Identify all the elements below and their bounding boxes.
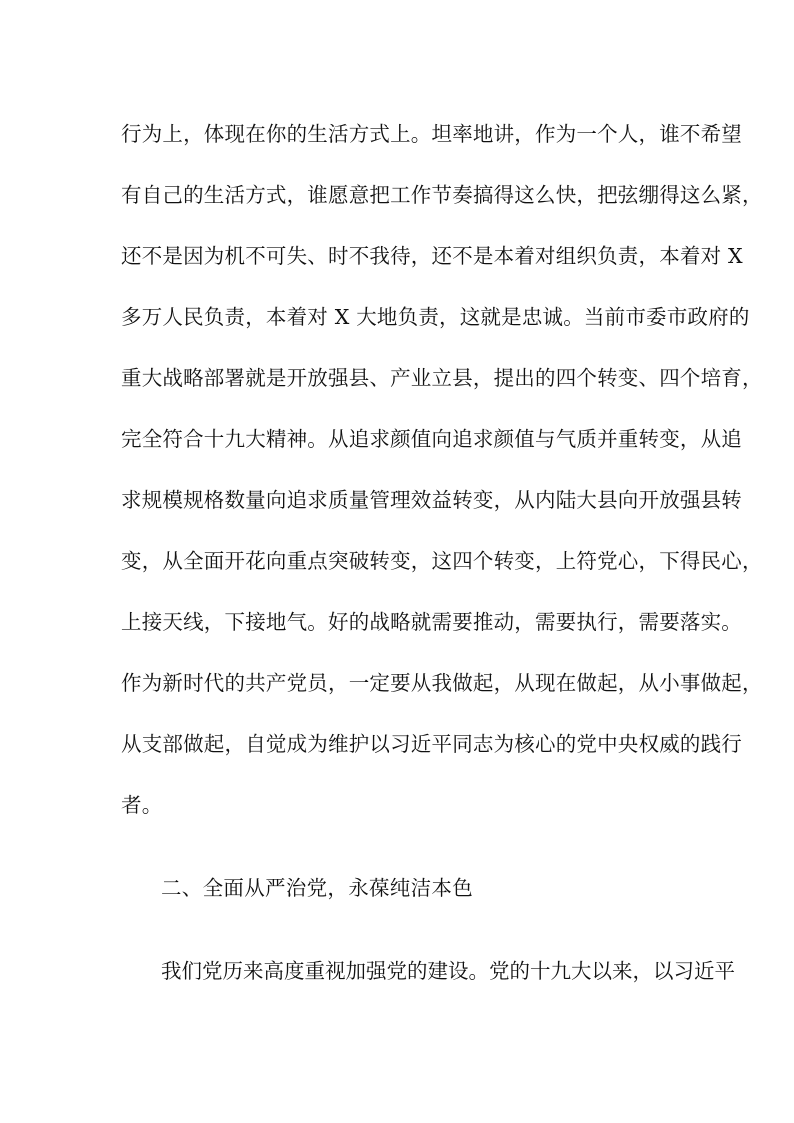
paragraph-line: 行为上，体现在你的生活方式上。坦率地讲，作为一个人，谁不希望 xyxy=(121,122,742,146)
paragraph-line: 求规模规格数量向追求质量管理效益转变，从内陆大县向开放强县转 xyxy=(121,488,742,512)
paragraph-line: 者。 xyxy=(121,793,163,817)
paragraph-line: 作为新时代的共产党员，一定要从我做起，从现在做起，从小事做起， xyxy=(121,671,763,695)
section-heading: 二、全面从严治党，永葆纯洁本色 xyxy=(161,876,473,900)
paragraph-line: 有自己的生活方式，谁愿意把工作节奏搞得这么快，把弦绷得这么紧， xyxy=(121,183,763,207)
paragraph-line: 从支部做起，自觉成为维护以习近平同志为核心的党中央权威的践行 xyxy=(121,732,742,756)
paragraph-line: 完全符合十九大精神。从追求颜值向追求颜值与气质并重转变，从追 xyxy=(121,427,742,451)
paragraph-line: 上接天线，下接地气。好的战略就需要推动，需要执行，需要落实。 xyxy=(121,610,742,634)
paragraph-line: 多万人民负责，本着对 X 大地负责，这就是忠诚。当前市委市政府的 xyxy=(121,305,750,329)
paragraph-line: 重大战略部署就是开放强县、产业立县，提出的四个转变、四个培育， xyxy=(121,366,763,390)
paragraph-line: 变，从全面开花向重点突破转变，这四个转变，上符党心，下得民心， xyxy=(121,549,763,573)
paragraph-line: 还不是因为机不可失、时不我待，还不是本着对组织负责，本着对 X xyxy=(121,244,743,268)
paragraph-line: 我们党历来高度重视加强党的建设。党的十九大以来，以习近平 xyxy=(161,959,735,983)
